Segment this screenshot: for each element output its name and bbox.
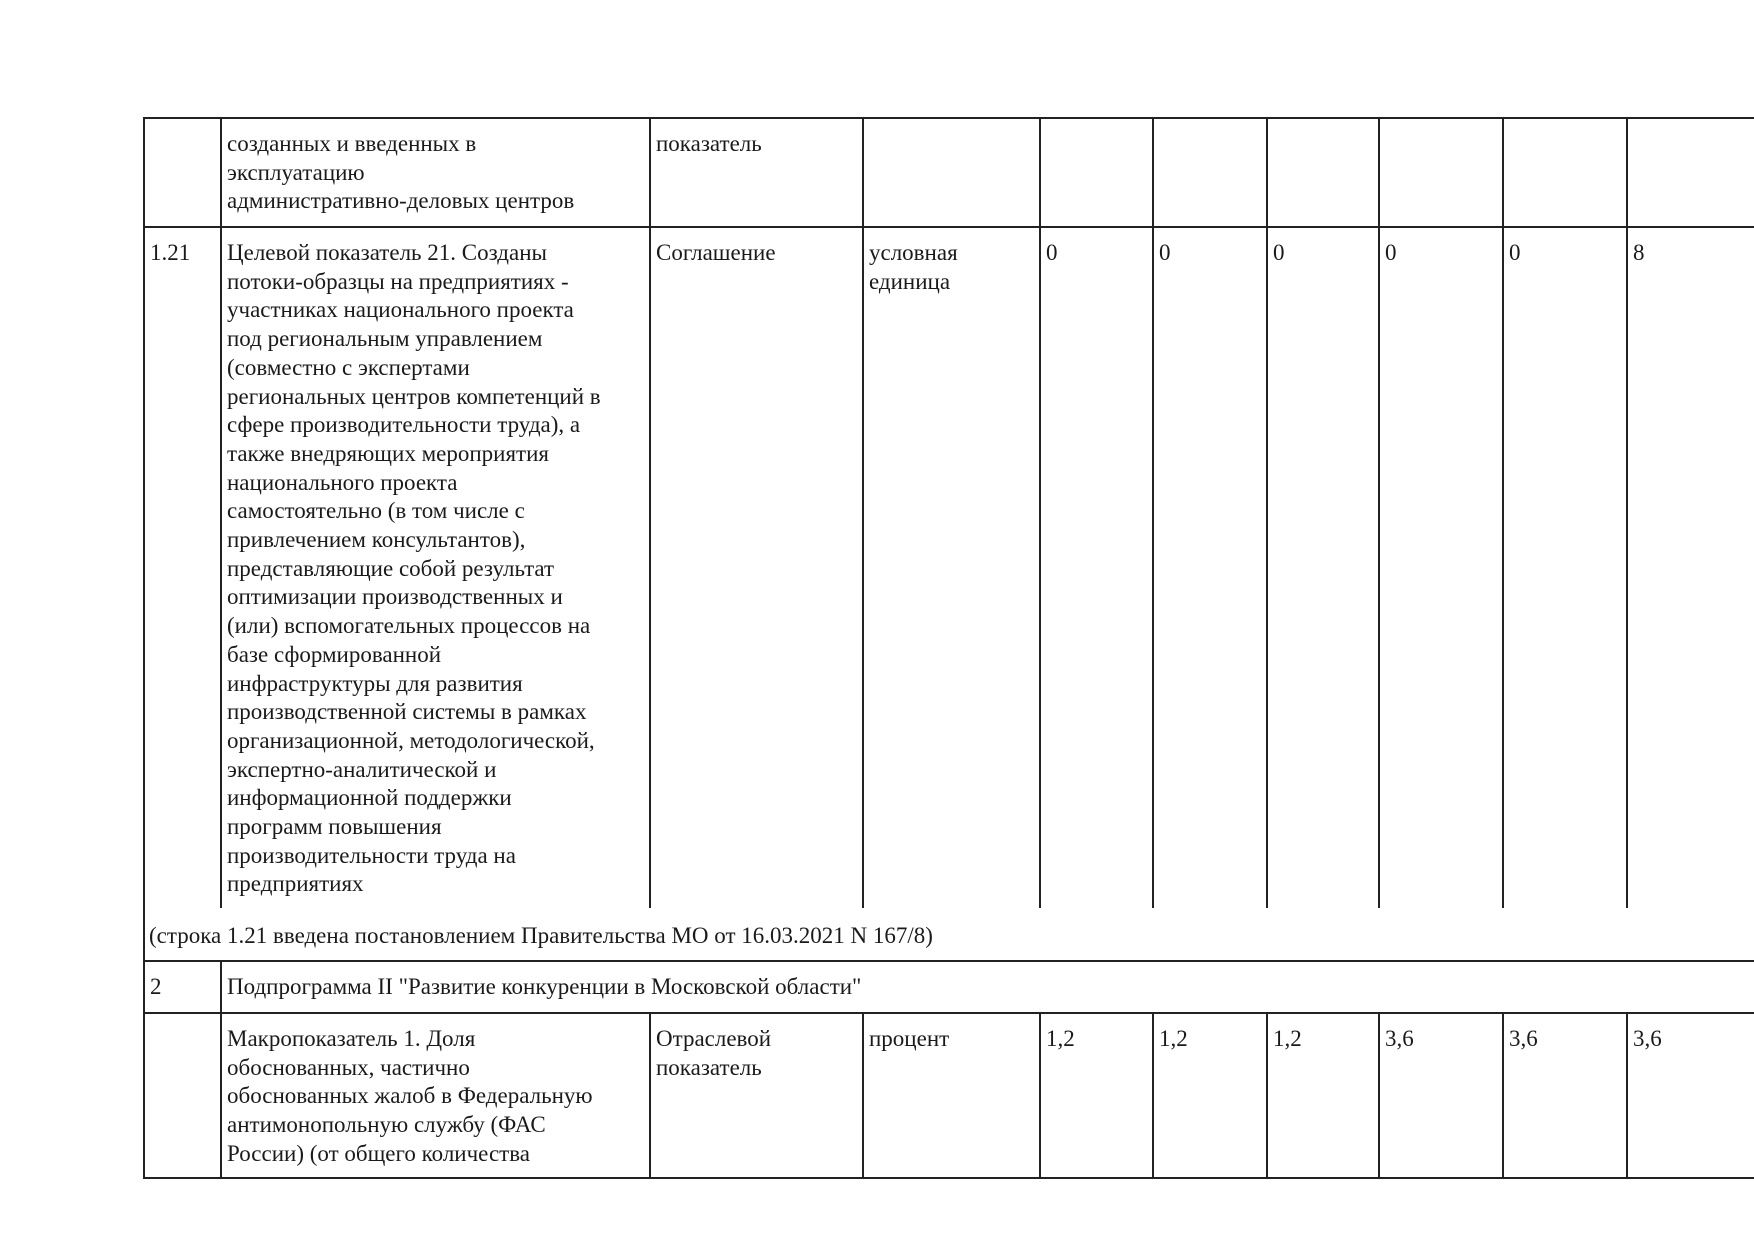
value-cell: 0 <box>1159 240 1171 265</box>
column-divider <box>1152 1012 1154 1178</box>
table-border-left <box>143 117 145 1179</box>
value-cell: 8 <box>1633 240 1645 265</box>
column-divider <box>649 117 651 908</box>
value-cell <box>1626 118 1754 227</box>
value-cell: 3,6 <box>1633 1026 1662 1051</box>
row-divider <box>143 960 1754 962</box>
column-divider <box>1039 117 1041 908</box>
column-divider <box>1266 117 1268 908</box>
row-number-cell: 1.21 <box>150 240 191 265</box>
column-divider <box>1626 1012 1628 1178</box>
table-row <box>143 118 1754 227</box>
indicator-type-cell: Отраслевой показатель <box>656 1026 772 1080</box>
row-number-cell <box>143 1013 220 1178</box>
indicator-name-cell: Макропоказатель 1. Доля обоснованных, частично обоснованных жалоб в Федеральную антимонопольную службу (ФАС России) (от общего количества <box>227 1026 593 1166</box>
unit-cell: процент <box>869 1026 950 1051</box>
amendment-note: (строка 1.21 введена постановлением Правительства МО от 16.03.2021 N 167/8) <box>149 923 933 948</box>
value-cell: 1,2 <box>1159 1026 1188 1051</box>
indicator-type-cell: показатель <box>656 131 762 156</box>
column-divider <box>220 1012 222 1178</box>
table-border-top <box>143 117 1754 119</box>
row-number-cell: 2 <box>150 974 162 999</box>
column-divider <box>1378 1012 1380 1178</box>
table-border-bottom <box>143 1177 1754 1179</box>
column-divider <box>1502 1012 1504 1178</box>
column-divider <box>649 1012 651 1178</box>
row-divider <box>143 226 1754 228</box>
column-divider <box>1266 1012 1268 1178</box>
subprogram-row <box>143 961 1754 1013</box>
value-cell: 0 <box>1273 240 1285 265</box>
unit-cell <box>862 118 1039 227</box>
column-divider <box>1502 117 1504 908</box>
unit-cell: условная единица <box>869 240 958 294</box>
value-cell <box>1152 118 1266 227</box>
column-divider <box>1378 117 1380 908</box>
indicator-type-cell: Соглашение <box>656 240 776 265</box>
column-divider <box>862 1012 864 1178</box>
value-cell: 3,6 <box>1385 1026 1414 1051</box>
value-cell: 1,2 <box>1046 1026 1075 1051</box>
table-row <box>143 227 1754 908</box>
value-cell <box>1502 118 1626 227</box>
row-number-cell <box>143 118 220 227</box>
column-divider <box>1626 117 1628 908</box>
value-cell: 0 <box>1509 240 1521 265</box>
row-divider <box>143 1012 1754 1014</box>
value-cell: 3,6 <box>1509 1026 1538 1051</box>
column-divider <box>220 960 222 1013</box>
table-row <box>143 1013 1754 1178</box>
value-cell <box>1266 118 1378 227</box>
subprogram-title: Подпрограмма II "Развитие конкуренции в Московской области" <box>227 974 862 999</box>
value-cell: 1,2 <box>1273 1026 1302 1051</box>
column-divider <box>862 117 864 908</box>
value-cell: 0 <box>1385 240 1397 265</box>
column-divider <box>220 117 222 908</box>
value-cell: 0 <box>1046 240 1058 265</box>
indicator-name-cell: созданных и введенных в эксплуатацию административно-деловых центров <box>227 131 575 214</box>
column-divider <box>1152 117 1154 908</box>
indicator-name-cell: Целевой показатель 21. Созданы потоки-образцы на предприятиях - участниках национального проекта под региональным управлением (совместно с экспертами региональных центров компетенций в сфере производительности труда), а также внедряющих мероприятия национального проекта самостоятельно (в том числе с привлечением консультантов), представляющие собой результат оптимизации производственных и (или) вспомогательных процессов на базе сформированной инфраструктуры для развития производственной системы в рамках организационной, методологической, экспертно-аналитической и информационной поддержки программ повышения производительности труда на предприятиях <box>227 240 601 897</box>
value-cell <box>1378 118 1502 227</box>
column-divider <box>1039 1012 1041 1178</box>
value-cell <box>1039 118 1152 227</box>
